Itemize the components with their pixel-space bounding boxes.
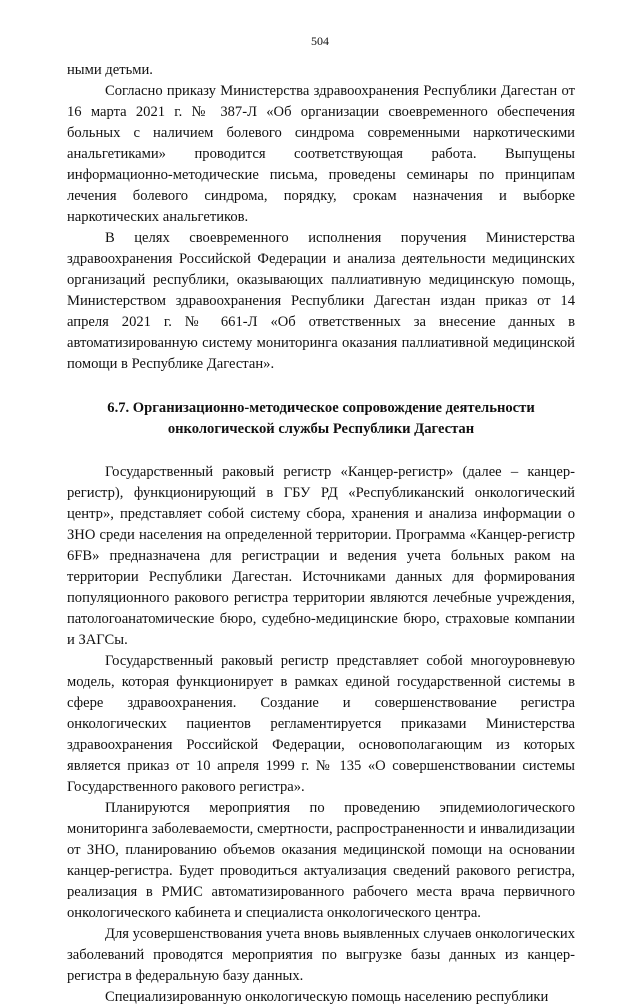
paragraph: В целях своевременного исполнения поручения Министерства здравоохранения Российской Федерации и анализа деятельности медицинских организаций республики, оказывающих паллиативную медицинскую помощь, Министерством здравоохранения Республики Дагестан издан приказ от 14 апреля 2021 г. № 661-Л «Об ответственных за внесение данных в автоматизированную систему мониторинга оказания паллиативной медицинской помощи в Республике Дагестан». — [67, 230, 575, 372]
section-heading-line: онкологической службы Республики Дагестан — [167, 421, 475, 437]
paragraph: Специализированную онкологическую помощь населению республики — [105, 989, 549, 1005]
section-heading-line: 6.7. Организационно-методическое сопровождение деятельности — [107, 400, 535, 416]
paragraph: Согласно приказу Министерства здравоохранения Республики Дагестан от 16 марта 2021 г. № 387-Л «Об организации своевременного обеспечения больных с наличием болевого синдрома современными наркотическими анальгетиками» проводится соответствующая работа. Выпущены информационно-методические письма, проведены семинары по принципам лечения болевого синдрома, порядку, срокам назначения и выборке наркотических анальгетиков. — [67, 83, 575, 225]
document-body — [67, 60, 575, 1008]
paragraph: Планируются мероприятия по проведению эпидемиологического мониторинга заболеваемости, смертности, распространенности и инвалидизации от ЗНО, планированию объемов оказания медицинской помощи на основании канцер-регистра. Будет проводиться актуализация сведений ракового регистра, реализация в РМИС автоматизированного рабочего места врача первичного онкологического кабинета и специалиста онкологического центра. — [67, 800, 575, 921]
paragraph: Для усовершенствования учета вновь выявленных случаев онкологических заболеваний проводятся мероприятия по выгрузке базы данных из канцер-регистра в федеральную базу данных. — [67, 926, 575, 984]
paragraph: Государственный раковый регистр представляет собой многоуровневую модель, которая функционирует в рамках единой государственной системы в сфере здравоохранения. Создание и совершенствование регистра онкологических пациентов регламентируется приказами Министерства здравоохранения Российской Федерации, основополагающим из которых является приказ от 10 апреля 1999 г. № 135 «О совершенствовании системы Государственного ракового регистра». — [67, 653, 575, 795]
page-number: 504 — [311, 34, 329, 48]
section-heading — [67, 398, 575, 440]
paragraph: ными детьми. — [67, 62, 153, 78]
paragraph: Государственный раковый регистр «Канцер-регистр» (далее – канцер-регистр), функционирующий в ГБУ РД «Республиканский онкологический центр», представляет собой систему сбора, хранения и анализа информации о ЗНО среди населения на определенной территории. Программа «Канцер-регистр 6FB» предназначена для регистрации и ведения учета больных раком на территории Республики Дагестан. Источниками данных для формирования популяционного ракового регистра территории являются лечебные учреждения, патологоанатомические бюро, судебно-медицинские бюро, страховые компании и ЗАГСы. — [67, 464, 575, 648]
